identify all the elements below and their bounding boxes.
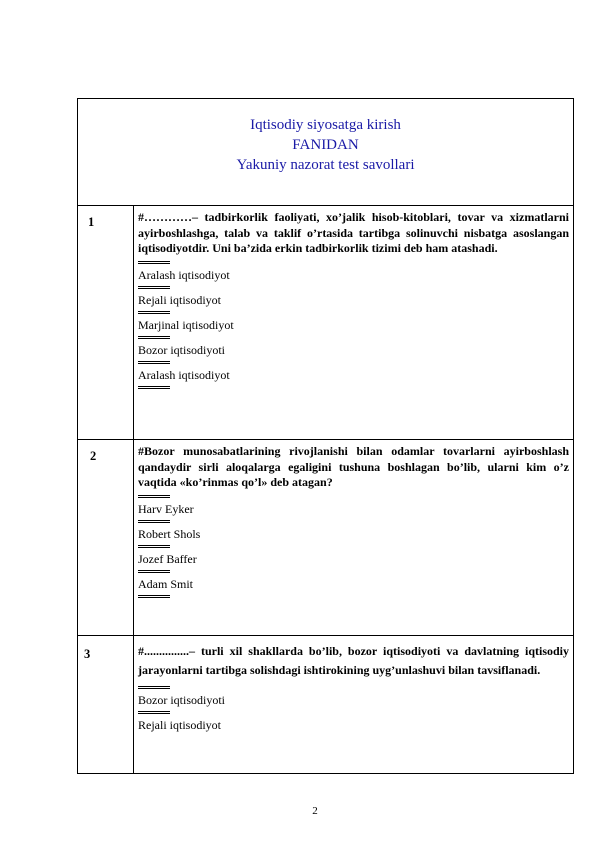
table-header xyxy=(78,99,573,206)
answer-option: Robert Shols xyxy=(138,526,201,541)
course-title: Iqtisodiy siyosatga kirish xyxy=(250,117,401,133)
answer-option: Aralash iqtisodiyot xyxy=(138,267,230,282)
question-number: 2 xyxy=(90,449,97,463)
answer-option: Aralash iqtisodiyot xyxy=(138,367,230,382)
separator xyxy=(138,311,170,314)
question-number-cell xyxy=(78,206,134,439)
question-text: #…………– tadbirkorlik faoliyati, xo’jalik hisob-kitoblari, tovar va xizmatlarni ayirboshlashga, talab va taklif o’rtasida tartibga solinuvchi nisbatga asoslangan iqtisodiyotdir. Uni ba’zida erkin tadbirkorlik tizimi deb ham atashadi. xyxy=(138,210,569,256)
separator xyxy=(138,386,170,389)
question-number: 1 xyxy=(88,215,95,229)
test-table xyxy=(77,98,574,774)
question-content xyxy=(138,444,569,602)
question-text: #...............– turli xil shakllarda bo’lib, bozor iqtisodiyoti va davlatning iqtisodiy jarayonlarni tartibga solishdagi ishtirokining uyg’unlashuvi bilan tavsiflanadi. xyxy=(138,644,569,677)
question-number: 3 xyxy=(84,647,91,661)
separator xyxy=(138,261,170,264)
separator xyxy=(138,570,170,573)
separator xyxy=(138,520,170,523)
separator xyxy=(138,361,170,364)
page-number: 2 xyxy=(312,805,318,817)
separator xyxy=(138,711,170,714)
course-subtitle: FANIDAN xyxy=(292,137,359,153)
question-content xyxy=(138,642,569,732)
question-number-cell xyxy=(78,440,134,635)
test-heading: Yakuniy nazorat test savollari xyxy=(236,157,415,173)
answer-option: Harv Eyker xyxy=(138,501,194,516)
question-content xyxy=(138,210,569,393)
answer-option: Adam Smit xyxy=(138,576,194,591)
separator xyxy=(138,545,170,548)
separator xyxy=(138,495,170,498)
question-text: #Bozor munosabatlarining rivojlanishi bilan odamlar tovarlarni ayirboshlash qandaydir sirli aloqalarga egaligini tushuna boshlagan bo’lib, ularni kim o’z vaqtida «ko’rinmas qo’l» deb atagan? xyxy=(138,444,569,490)
answer-option: Bozor iqtisodiyoti xyxy=(138,693,225,707)
answer-option: Rejali iqtisodiyot xyxy=(138,718,221,732)
separator xyxy=(138,336,170,339)
separator xyxy=(138,686,170,689)
question-row xyxy=(78,440,573,636)
separator xyxy=(138,286,170,289)
answer-option: Bozor iqtisodiyoti xyxy=(138,342,225,357)
answer-option: Rejali iqtisodiyot xyxy=(138,292,221,307)
question-row xyxy=(78,636,573,773)
question-number-cell xyxy=(78,636,134,773)
answer-option: Jozef Baffer xyxy=(138,551,197,566)
separator xyxy=(138,595,170,598)
answer-option: Marjinal iqtisodiyot xyxy=(138,317,234,332)
question-row xyxy=(78,206,573,440)
